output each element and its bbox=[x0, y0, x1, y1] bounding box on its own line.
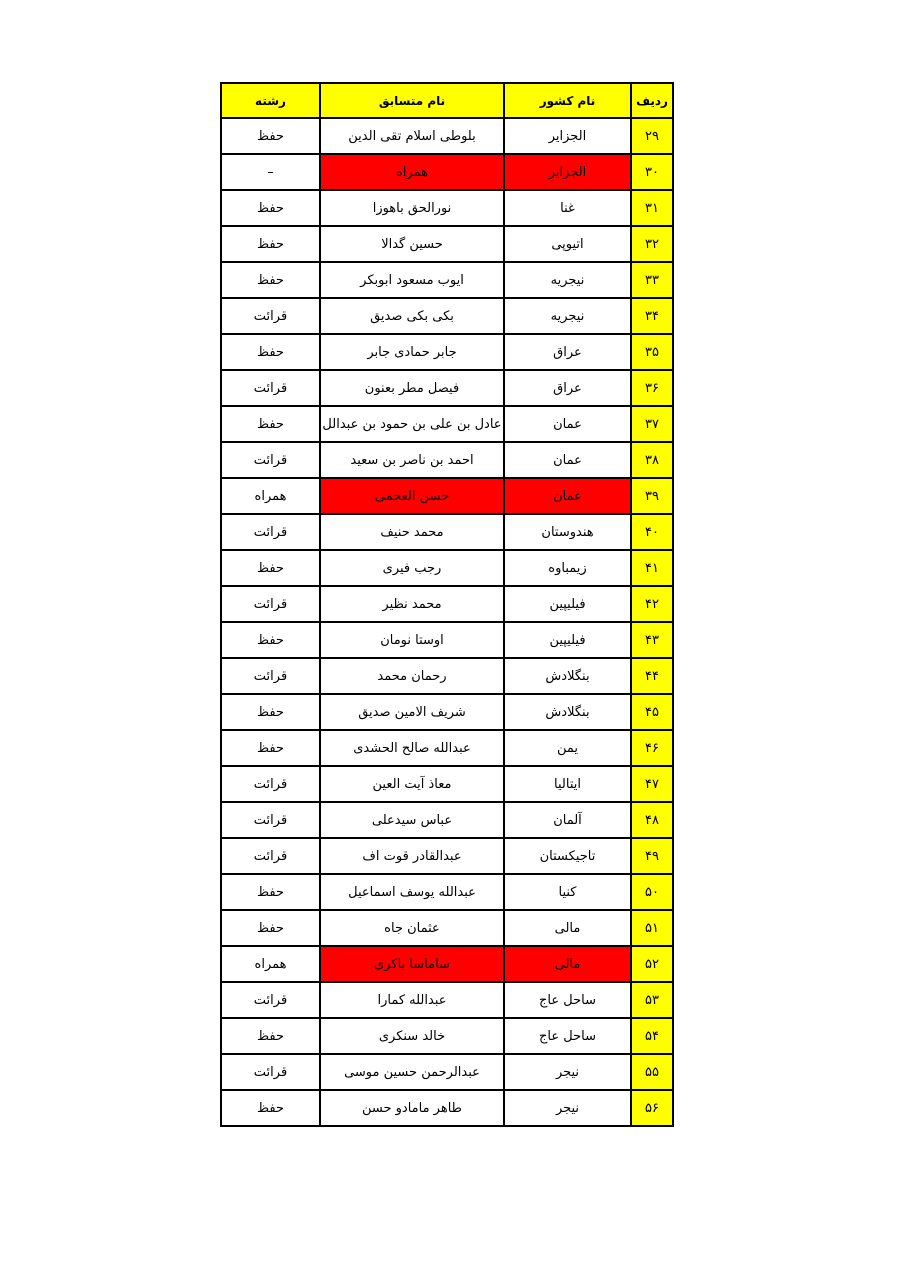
country-cell: ساحل عاج bbox=[504, 1018, 631, 1054]
contestant-name-cell: احمد بن ناصر بن سعید bbox=[320, 442, 504, 478]
field-cell: قرائت bbox=[221, 802, 320, 838]
table-row bbox=[221, 1018, 673, 1054]
table-row bbox=[221, 370, 673, 406]
contestant-name-cell: ایوب مسعود ابوبکر bbox=[320, 262, 504, 298]
row-number-cell: ۵۶ bbox=[631, 1090, 673, 1126]
contestant-name-cell: بلوطی اسلام تقی الدین bbox=[320, 118, 504, 154]
row-number-cell: ۴۶ bbox=[631, 730, 673, 766]
contestant-name-cell: معاذ آیت العین bbox=[320, 766, 504, 802]
row-number-cell: ۲۹ bbox=[631, 118, 673, 154]
table-row bbox=[221, 118, 673, 154]
field-cell: قرائت bbox=[221, 1054, 320, 1090]
country-cell: هندوستان bbox=[504, 514, 631, 550]
contestant-name-cell: نورالحق باهوزا bbox=[320, 190, 504, 226]
field-cell: قرائت bbox=[221, 982, 320, 1018]
row-number-cell: ۳۹ bbox=[631, 478, 673, 514]
contestant-name-cell: عبدالله کمارا bbox=[320, 982, 504, 1018]
row-number-cell: ۳۸ bbox=[631, 442, 673, 478]
field-cell: همراه bbox=[221, 478, 320, 514]
table-row bbox=[221, 910, 673, 946]
table-row bbox=[221, 802, 673, 838]
row-number-cell: ۵۰ bbox=[631, 874, 673, 910]
country-cell: الجزایر bbox=[504, 118, 631, 154]
table-row bbox=[221, 154, 673, 190]
row-number-cell: ۴۴ bbox=[631, 658, 673, 694]
country-cell: مالی bbox=[504, 946, 631, 982]
participants-table bbox=[220, 82, 674, 1127]
contestant-name-cell: حسن العجمی bbox=[320, 478, 504, 514]
table-row bbox=[221, 334, 673, 370]
contestant-name-cell: رحمان محمد bbox=[320, 658, 504, 694]
row-number-cell: ۴۸ bbox=[631, 802, 673, 838]
row-number-cell: ۴۰ bbox=[631, 514, 673, 550]
country-cell: آلمان bbox=[504, 802, 631, 838]
field-cell: – bbox=[221, 154, 320, 190]
row-number-cell: ۴۵ bbox=[631, 694, 673, 730]
field-cell: قرائت bbox=[221, 766, 320, 802]
field-cell: حفظ bbox=[221, 406, 320, 442]
table-row bbox=[221, 622, 673, 658]
country-cell: نیجریه bbox=[504, 262, 631, 298]
contestant-name-cell: عبدالله یوسف اسماعیل bbox=[320, 874, 504, 910]
field-cell: حفظ bbox=[221, 262, 320, 298]
table-row bbox=[221, 694, 673, 730]
row-number-cell: ۵۲ bbox=[631, 946, 673, 982]
country-cell: یمن bbox=[504, 730, 631, 766]
row-number-cell: ۴۱ bbox=[631, 550, 673, 586]
table-row bbox=[221, 982, 673, 1018]
contestant-name-cell: خالد سنکری bbox=[320, 1018, 504, 1054]
contestant-name-cell: عبدالقادر قوت اف bbox=[320, 838, 504, 874]
country-cell: عمان bbox=[504, 442, 631, 478]
table-row bbox=[221, 838, 673, 874]
row-number-cell: ۴۷ bbox=[631, 766, 673, 802]
field-cell: حفظ bbox=[221, 334, 320, 370]
country-cell: نیجر bbox=[504, 1090, 631, 1126]
country-cell: اتیوپی bbox=[504, 226, 631, 262]
table-row bbox=[221, 1090, 673, 1126]
country-cell: زیمباوه bbox=[504, 550, 631, 586]
contestant-name-cell: عبدالله صالح الحشدی bbox=[320, 730, 504, 766]
row-number-cell: ۴۹ bbox=[631, 838, 673, 874]
table-row bbox=[221, 478, 673, 514]
row-number-cell: ۴۲ bbox=[631, 586, 673, 622]
country-cell: ایتالیا bbox=[504, 766, 631, 802]
contestant-name-cell: محمد حنیف bbox=[320, 514, 504, 550]
field-cell: قرائت bbox=[221, 514, 320, 550]
field-cell: قرائت bbox=[221, 658, 320, 694]
table-row bbox=[221, 298, 673, 334]
row-number-cell: ۵۳ bbox=[631, 982, 673, 1018]
contestant-name-cell: عثمان جاه bbox=[320, 910, 504, 946]
table-row bbox=[221, 262, 673, 298]
row-number-cell: ۳۲ bbox=[631, 226, 673, 262]
row-number-cell: ۳۵ bbox=[631, 334, 673, 370]
header-row bbox=[221, 83, 673, 118]
contestant-name-cell: شریف الامین صدیق bbox=[320, 694, 504, 730]
row-number-cell: ۴۳ bbox=[631, 622, 673, 658]
table-row bbox=[221, 766, 673, 802]
field-cell: حفظ bbox=[221, 730, 320, 766]
contestant-name-cell: بکی بکی صدیق bbox=[320, 298, 504, 334]
field-cell: قرائت bbox=[221, 838, 320, 874]
field-cell: حفظ bbox=[221, 550, 320, 586]
country-cell: مالی bbox=[504, 910, 631, 946]
field-cell: قرائت bbox=[221, 370, 320, 406]
field-cell: حفظ bbox=[221, 226, 320, 262]
row-number-cell: ۵۱ bbox=[631, 910, 673, 946]
contestant-name-cell: طاهر مامادو حسن bbox=[320, 1090, 504, 1126]
country-cell: الجزایر bbox=[504, 154, 631, 190]
field-cell: حفظ bbox=[221, 874, 320, 910]
country-cell: فیلیپین bbox=[504, 622, 631, 658]
country-cell: نیجر bbox=[504, 1054, 631, 1090]
row-number-cell: ۳۱ bbox=[631, 190, 673, 226]
header-row-number: ردیف bbox=[631, 83, 673, 118]
country-cell: عمان bbox=[504, 478, 631, 514]
contestant-name-cell: فیصل مطر بعنون bbox=[320, 370, 504, 406]
table-row bbox=[221, 226, 673, 262]
field-cell: حفظ bbox=[221, 190, 320, 226]
table-row bbox=[221, 514, 673, 550]
field-cell: حفظ bbox=[221, 694, 320, 730]
contestant-name-cell: عادل بن علی بن حمود بن عبدالل bbox=[320, 406, 504, 442]
field-cell: حفظ bbox=[221, 118, 320, 154]
field-cell: حفظ bbox=[221, 622, 320, 658]
contestant-name-cell: عبدالرحمن حسین موسی bbox=[320, 1054, 504, 1090]
table-row bbox=[221, 190, 673, 226]
field-cell: حفظ bbox=[221, 1090, 320, 1126]
country-cell: تاجیکستان bbox=[504, 838, 631, 874]
contestant-name-cell: محمد نظیر bbox=[320, 586, 504, 622]
header-country-name: نام کشور bbox=[504, 83, 631, 118]
field-cell: قرائت bbox=[221, 298, 320, 334]
contestant-name-cell: ساماسا باکری bbox=[320, 946, 504, 982]
header-field: رشته bbox=[221, 83, 320, 118]
country-cell: عراق bbox=[504, 334, 631, 370]
row-number-cell: ۵۴ bbox=[631, 1018, 673, 1054]
row-number-cell: ۳۴ bbox=[631, 298, 673, 334]
table-body bbox=[221, 118, 673, 1126]
contestant-name-cell: اوستا نومان bbox=[320, 622, 504, 658]
country-cell: غنا bbox=[504, 190, 631, 226]
table-row bbox=[221, 442, 673, 478]
country-cell: کنیا bbox=[504, 874, 631, 910]
header-contestant-name: نام متسابق bbox=[320, 83, 504, 118]
table-row bbox=[221, 586, 673, 622]
country-cell: فیلیپین bbox=[504, 586, 631, 622]
country-cell: بنگلادش bbox=[504, 694, 631, 730]
table-row bbox=[221, 550, 673, 586]
table-row bbox=[221, 406, 673, 442]
row-number-cell: ۳۰ bbox=[631, 154, 673, 190]
field-cell: حفظ bbox=[221, 910, 320, 946]
contestant-name-cell: رجب فیری bbox=[320, 550, 504, 586]
country-cell: بنگلادش bbox=[504, 658, 631, 694]
row-number-cell: ۵۵ bbox=[631, 1054, 673, 1090]
table-row bbox=[221, 1054, 673, 1090]
table-row bbox=[221, 874, 673, 910]
field-cell: همراه bbox=[221, 946, 320, 982]
country-cell: ساحل عاج bbox=[504, 982, 631, 1018]
row-number-cell: ۳۳ bbox=[631, 262, 673, 298]
contestant-name-cell: حسین گدالا bbox=[320, 226, 504, 262]
contestant-name-cell: عباس سیدعلی bbox=[320, 802, 504, 838]
field-cell: حفظ bbox=[221, 1018, 320, 1054]
country-cell: عراق bbox=[504, 370, 631, 406]
field-cell: قرائت bbox=[221, 442, 320, 478]
table-row bbox=[221, 946, 673, 982]
country-cell: عمان bbox=[504, 406, 631, 442]
row-number-cell: ۳۷ bbox=[631, 406, 673, 442]
table-row bbox=[221, 730, 673, 766]
field-cell: قرائت bbox=[221, 586, 320, 622]
contestant-name-cell: جابر حمادی جابر bbox=[320, 334, 504, 370]
country-cell: نیجریه bbox=[504, 298, 631, 334]
row-number-cell: ۳۶ bbox=[631, 370, 673, 406]
contestant-name-cell: همراه bbox=[320, 154, 504, 190]
table-row bbox=[221, 658, 673, 694]
